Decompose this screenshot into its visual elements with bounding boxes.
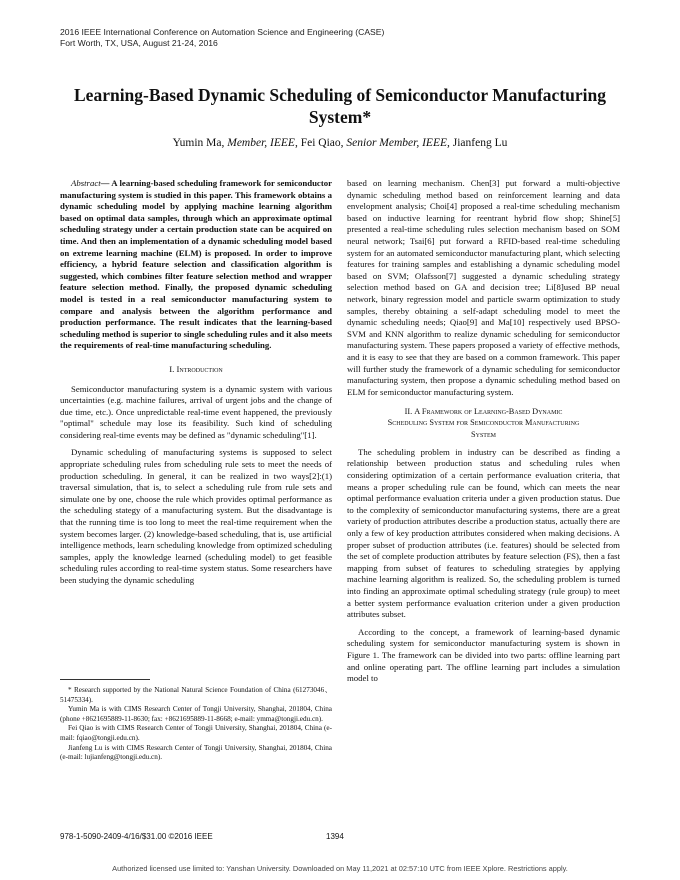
author-3: Jianfeng Lu	[452, 137, 508, 149]
isbn-line: 978-1-5090-2409-4/16/$31.00 ©2016 IEEE	[60, 832, 213, 841]
related-work-paragraph: based on learning mechanism. Chen[3] put forward a multi-objective dynamic scheduling method based on reinforcement learning and data envelopment analysis; Choi[4] proposed a real-time scheduling mechanism based on inductive learning for reentrant hybrid flow shop; Shine[5] presented a real-time scheduling rules selection mechanism based on SOM neural network; Tsai[6] put forward a RFID-based real-time scheduling system for an automated semiconductor manufacturing plant, which selecting features for training samples and establishing a dynamic scheduling model based on SVM; Olafsson[7] suggested a dynamic scheduling strategy selection method based on GA and decision tree; Li[8]used BP neual network, binary regression model and particle swarm optimization to study samples, thereby obtaining a self-adapt scheduling model to meet the dynamic scheduling needs; Qiao[9] and Ma[10] respectively used BPSO-SVM and KNN algorithm to realize dynamic scheduling for semiconductor manufacturing system. These papers proposed a variety of effective methods, and it is easy to see that they are based on a common framework. This paper will further study the framework of a dynamic scheduling for semiconductor manufacturing system, then propose a dynamic scheduling method based on ELM for semiconductor manufacturing system.	[347, 178, 620, 397]
right-column	[347, 178, 620, 685]
author-1: Yumin Ma,	[172, 137, 225, 149]
footnote-author-2: Fei Qiao is with CIMS Research Center of Tongji University, Shanghai, 201804, China (e-mail: fqiao@tongji.edu.cn).	[60, 724, 332, 742]
section-title-line-3: System	[471, 429, 496, 439]
section-title: Introduction	[176, 363, 223, 374]
author-separator: ,	[294, 137, 298, 149]
section-title-line-1: A Framework of Learning-Based Dynamic	[414, 407, 563, 417]
abstract	[60, 178, 332, 352]
footnote-rule	[60, 679, 150, 680]
paper-title: Learning-Based Dynamic Scheduling of Semiconductor Manufacturing System*	[74, 85, 606, 127]
footnote-author-1: Yumin Ma is with CIMS Research Center of Tongji University, Shanghai, 201804, China (phone +8621695889-11-8630; fax: +8621695889-11-8668; e-mail: ymma@tongji.edu.cn).	[60, 705, 332, 723]
author-line	[60, 137, 620, 149]
author-1-role: Member, IEEE	[227, 137, 295, 149]
conference-location: Fort Worth, TX, USA, August 21-24, 2016	[60, 38, 218, 48]
framework-paragraph-1: The scheduling problem in industry can be described as finding a relationship between production status and scheduling rules when considering optimization of a certain performance evaluation criteria, that means a proper scheduling rule can be found, which can meets the near optimal performance evaluation criteria under a given production status. Due to the complexity of semiconductor manufacturing systems, there are a great variety of production attributes describe a production status, actually there are only a few of key production attributes considered when making decisions. A proper subset of production attributes (i.e. features) should be selected from the set of complete production attributes by feature selection (FS), then a fast mapping from subset of features to scheduling strategies by applying machine learning algorithm is realized. So, the scheduling problem is turned into finding an approximate optimal scheduling strategy (rule group) to meet a better system performance evaluation criterion under a given production attributes subset.	[347, 446, 620, 620]
author-2: Fei Qiao,	[300, 137, 344, 149]
section-heading-introduction	[60, 364, 332, 376]
intro-paragraph-1: Semiconductor manufacturing system is a dynamic system with various uncertainties (e.g. machine failures, arrival of urgent jobs and the change of due time, etc.). Once unpredictable real-time event happened, the previously "optimal" schedule may lose its feasibility. Such kind of scheduling considering real-time events may be defined as "dynamic scheduling"[1].	[60, 383, 332, 440]
page-number: 1394	[326, 832, 344, 841]
abstract-label: Abstract	[71, 178, 101, 188]
section-number: II.	[404, 407, 413, 417]
abstract-text: A learning-based scheduling framework for semiconductor manufacturing system is studied in this paper. This framework obtains a dynamic scheduling model by applying machine learning algorithm based on optimal data samples, through which an approximate optimal scheduling strategy under a certain production state can be acquired on time. And then an implementation of a dynamic scheduling model based on extreme learning machine (ELM) is proposed. In order to improve efficiency, a hybrid feature selection and classification algorithm is suggested, which combines filter feature selection method and wrapper feature selection method. Finally, the proposed dynamic scheduling model is tested in a real semiconductor manufacturing system to compare and analysis between the algorithm performance and production performance. The result indicates that the learning-based scheduling method is superior to single scheduling rules and it also meets the requirements of real-time manufacturing scheduling.	[60, 178, 332, 351]
footnote-funding: * Research supported by the National Natural Science Foundation of China (61273046、51475334).	[60, 686, 332, 704]
conference-header	[60, 27, 384, 49]
author-2-role: Senior Member, IEEE,	[346, 137, 450, 149]
abstract-dash: —	[100, 178, 112, 188]
intro-paragraph-2: Dynamic scheduling of manufacturing systems is supposed to select appropriate scheduling rules from scheduling rule sets to meet the needs of production scheduling. In general, it can be realized in two ways[2]:(1) traversal simulation, that is, to select a scheduling rule from rule sets and simulate one by one, choose the rule which provides optimal performance as the scheduling stategy of a manufacturing system. But the disadvantage is that the running time is too long to meet the real-time requirement when the system becomes larger. (2) knowledge-based scheduling, that is, use artificial intelligence methods, learn scheduling knowledge from optimized scheduling samples, apply the knowledge learned (scheduling model) to get feasible scheduling rules according to real-time system status. Some researchers have been studying the dynamic scheduling	[60, 447, 332, 585]
section-title-line-2: Scheduling System for Semiconductor Manufacturing	[387, 418, 580, 428]
section-number: I.	[169, 363, 175, 374]
section-heading-framework	[347, 406, 620, 440]
left-column	[60, 178, 332, 587]
ieee-license-notice: Authorized licensed use limited to: Yanshan University. Downloaded on May 11,2021 at 02:57:10 UTC from IEEE Xplore. Restrictions apply.	[112, 864, 568, 873]
footnotes	[60, 686, 332, 763]
footnote-author-3: Jianfeng Lu is with CIMS Research Center of Tongji University, Shanghai, 201804, China (e-mail: lujianfeng@tongji.edu.cn).	[60, 743, 332, 762]
framework-paragraph-2: According to the concept, a framework of learning-based dynamic scheduling system for semiconductor manufacturing system is shown in Figure 1. The framework can be divided into two parts: offline learning part and online operating part. The offline learning part includes a simulation model to	[347, 626, 620, 684]
conference-line: 2016 IEEE International Conference on Automation Science and Engineering (CASE)	[60, 27, 385, 37]
